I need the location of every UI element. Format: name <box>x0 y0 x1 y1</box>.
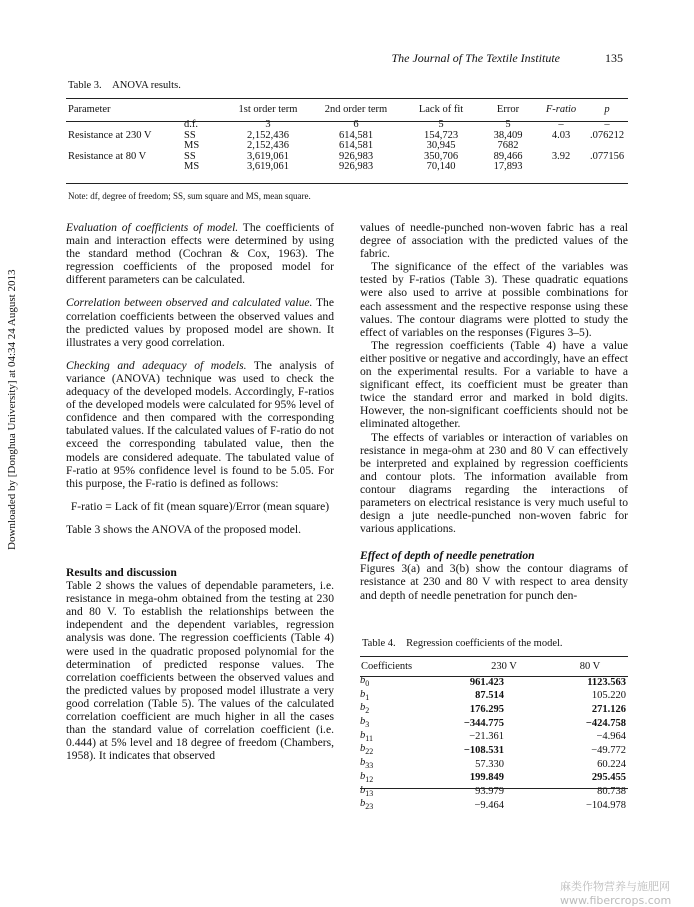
reg-coef: $b_{11}$ <box>360 729 373 743</box>
para-needle: Figures 3(a) and 3(b) show the contour diagrams of resistance at 230 and 80 V with respect to area density and depth of needle penetration for punch den- <box>360 562 628 602</box>
anova-cell <box>66 141 182 152</box>
anova-cell <box>586 141 628 152</box>
table3-bottom-rule <box>66 183 628 184</box>
anova-cell: 2,152,436 <box>247 129 289 141</box>
para-evaluation <box>66 221 334 286</box>
reg-value-80v: 271.126 <box>591 703 626 715</box>
right-column <box>360 221 628 602</box>
reg-value-230v: 93.979 <box>475 786 504 798</box>
anova-cell: 614,581 <box>338 140 374 151</box>
anova-cell <box>212 152 226 163</box>
reg-value-230v: 87.514 <box>475 690 504 702</box>
reg-coef: $b_{23}$ <box>360 798 374 812</box>
para-regression: The regression coefficients (Table 4) have a value either positive or negative and accordingly, have an effect on the experimental results. For a variable to have a significant effect, its coefficient must be greater than twice the standard error and marked in bold digits. However, the non-significant coefficients should not be eliminated altogether. <box>360 338 628 431</box>
anova-row <box>66 141 628 152</box>
para-adequacy-body: The analysis of variance (ANOVA) technique was used to check the adequacy of the developed models. Accordingly, F-ratios of the developed models were calculated for 95% level of confidence and then compared with the corresponding tabulated values. If the calculated values of F-ratio do not exceed the corresponding tabulated value, then the models are considered adequate. The tabulated value of F-ratio at 95% confidence level is found to be 5.05. For this purpose, the F-ratio is defined as follows: <box>66 358 334 490</box>
anova-cell: 926,983 <box>338 161 374 172</box>
anova-cell <box>212 141 226 152</box>
anova-cell: 3.92 <box>551 150 571 162</box>
anova-cell: 3,619,061 <box>247 161 289 172</box>
anova-cell <box>536 141 586 152</box>
page-number: 135 <box>605 51 623 65</box>
para-evaluation-head: Evaluation of coefficients of model. <box>66 221 239 234</box>
reg-coef: $b_3$ <box>360 716 370 730</box>
anova-cell: d.f. <box>184 119 198 130</box>
reg-header-coef: Coefficients <box>361 661 413 672</box>
reg-value-80v: 60.224 <box>597 758 626 770</box>
reg-value-230v: −108.531 <box>463 744 504 756</box>
reg-coef: $b_{22}$ <box>360 743 374 757</box>
para-association: values of needle-punched non-woven fabric has a real degree of association with the predicted values of the fabric. <box>360 221 628 261</box>
anova-header-cell: 1st order term <box>238 104 298 115</box>
anova-cell: 38,409 <box>493 129 523 141</box>
reg-row <box>360 772 628 786</box>
reg-value-230v: −9.464 <box>474 799 504 811</box>
reg-value-230v: −344.775 <box>463 717 504 729</box>
reg-coef: $b_0$ <box>360 675 370 689</box>
results-heading: Results and discussion <box>66 565 177 579</box>
regression-table <box>360 659 628 813</box>
reg-value-80v: −424.758 <box>585 717 626 729</box>
reg-coef: $b_{12}$ <box>360 770 374 784</box>
anova-cell: 5 <box>438 119 444 130</box>
download-notice: Downloaded by [Donghua University] at 04:34 24 August 2013 <box>6 269 18 550</box>
reg-coef: $b_{33}$ <box>360 757 374 771</box>
para-adequacy <box>66 359 334 490</box>
anova-cell: 154,723 <box>423 129 459 141</box>
reg-value-80v: 1123.563 <box>587 676 626 688</box>
anova-row <box>66 162 628 173</box>
reg-header-230v: 230 V <box>491 661 517 672</box>
table4-title: Table 4. Regression coefficients of the model. <box>362 638 563 649</box>
anova-cell: 5 <box>505 119 511 130</box>
reg-row <box>360 758 628 772</box>
reg-value-230v: 57.330 <box>475 758 504 770</box>
anova-cell: 614,581 <box>338 129 374 141</box>
para-table3-ref: Table 3 shows the ANOVA of the proposed model. <box>66 522 302 536</box>
table4-bottom-rule <box>360 788 628 789</box>
anova-cell: Resistance at 80 V <box>68 150 147 162</box>
reg-row <box>360 703 628 717</box>
reg-row <box>360 717 628 731</box>
anova-header-cell: 2nd order term <box>324 104 388 115</box>
reg-value-80v: −104.978 <box>585 799 626 811</box>
f-ratio-equation: F-ratio = Lack of fit (mean square)/Error (mean square) <box>70 499 330 513</box>
anova-header-cell: p <box>604 104 610 115</box>
reg-value-230v: 199.849 <box>469 772 504 784</box>
para-results: Table 2 shows the values of dependable parameters, i.e. resistance in mega-ohm obtained from the testing at 230 and 80 V. To establish the relationships between the independent and the dependent variables, regression analysis was done. The regression coefficients (Table 4) were used in the quadratic proposed polynomial for the determination of predicted response values. The correlation coefficients between the observed values and the predicted values by proposed model illustrate a very good correlation (Table 5). The values of the calculated correlation coefficient are much higher in all the cases than the standard value of correlation coefficient (i.e. 0.444) at 5% level and 18 degree of freedom (Chambers, 1958). It indicates that observed <box>66 579 334 763</box>
para-correlation-head: Correlation between observed and calculated value. <box>66 296 313 310</box>
running-header-journal: The Journal of The Textile Institute <box>391 51 560 65</box>
reg-header-80v: 80 V <box>579 661 601 672</box>
anova-cell <box>212 162 226 173</box>
anova-cell <box>212 131 226 142</box>
anova-cell: 3,619,061 <box>247 150 289 162</box>
reg-coef: $b_2$ <box>360 702 370 716</box>
table3-top-rule <box>66 98 628 99</box>
anova-cell: 30,945 <box>426 140 456 151</box>
table4-header-rule <box>360 676 628 677</box>
anova-cell: SS <box>184 150 196 162</box>
table4-top-rule <box>360 656 628 657</box>
anova-cell: Resistance at 230 V <box>68 129 152 141</box>
anova-header-cell: Error <box>496 104 520 115</box>
reg-value-80v: 80.738 <box>597 786 626 798</box>
reg-value-80v: −49.772 <box>591 744 626 756</box>
reg-value-230v: −21.361 <box>469 731 504 743</box>
anova-header-cell: Parameter <box>68 104 111 115</box>
reg-value-230v: 176.295 <box>469 703 504 715</box>
table3-header-rule <box>66 121 628 122</box>
reg-row <box>360 690 628 704</box>
anova-cell: SS <box>184 129 196 141</box>
anova-header-cell <box>212 103 226 120</box>
para-evaluation-body: The coefficients of main and interaction effects were determined by using the standard method (Cochran & Cox, 1963). The regression coefficients of the proposed model for different parameters can be calculated. <box>66 221 334 287</box>
site-watermark: 麻类作物营养与施肥网 www.fibercrops.com <box>560 880 672 907</box>
reg-row <box>360 676 628 690</box>
needle-heading: Effect of depth of needle penetration <box>360 549 535 563</box>
table3-note: Note: df, degree of freedom; SS, sum square and MS, mean square. <box>68 191 311 201</box>
table3-title: Table 3. ANOVA results. <box>68 80 181 91</box>
anova-cell: 7682 <box>497 140 519 151</box>
para-effects: The effects of variables or interaction of variables on resistance in mega-ohm at 230 and 80 V can effectively be interpreted and explained by regression coefficients and contour plots. The information available from contour diagrams regarding the interactions of parameters on electrical resistance is very much useful to design a jute needle-punched non-woven fabric for various applications. <box>360 430 628 536</box>
para-correlation <box>66 296 334 348</box>
anova-header-cell <box>182 103 212 120</box>
anova-header-cell: Lack of fit <box>418 104 464 115</box>
anova-cell: 70,140 <box>426 161 456 172</box>
anova-cell: 6 <box>353 119 359 130</box>
anova-header-cell: F-ratio <box>545 104 577 115</box>
anova-cell: – <box>604 119 610 130</box>
anova-cell <box>536 162 586 173</box>
reg-value-230v: 961.423 <box>469 676 504 688</box>
anova-cell: – <box>558 119 564 130</box>
anova-cell: .076212 <box>589 129 625 141</box>
anova-table <box>66 103 628 173</box>
reg-value-80v: −4.964 <box>596 731 626 743</box>
anova-cell: 4.03 <box>551 129 571 141</box>
para-significance: The significance of the effect of the variables was tested by F-ratios (Table 3). These quadratic equations were also used to arrive at possible combinations for each assessment and the respective response using these values. The contour diagrams were plotted to study the effect of variables on the responses (Figures 3–5). <box>360 260 628 339</box>
reg-coef: $b_{13}$ <box>360 784 374 798</box>
anova-cell: MS <box>184 161 200 172</box>
reg-row <box>360 744 628 758</box>
reg-row <box>360 799 628 813</box>
anova-cell: 926,983 <box>338 150 374 162</box>
left-column <box>66 221 334 762</box>
anova-cell: 89,466 <box>493 150 523 162</box>
reg-row <box>360 731 628 745</box>
anova-cell: 350,706 <box>423 150 459 162</box>
reg-coef: $b_1$ <box>360 688 370 702</box>
reg-value-80v: 105.220 <box>591 690 626 702</box>
anova-cell: 2,152,436 <box>247 140 289 151</box>
anova-cell <box>66 162 182 173</box>
anova-cell: MS <box>184 140 200 151</box>
anova-cell: 17,893 <box>493 161 523 172</box>
anova-cell: 3 <box>265 119 271 130</box>
anova-cell <box>586 162 628 173</box>
reg-value-80v: 295.455 <box>591 772 626 784</box>
para-correlation-body: The correlation coefficients between the observed values and the predicted values by proposed model are shown. It illustrates a very good correlation. <box>66 296 334 349</box>
anova-cell: .077156 <box>589 150 625 162</box>
para-adequacy-head: Checking and adequacy of models. <box>66 358 247 372</box>
